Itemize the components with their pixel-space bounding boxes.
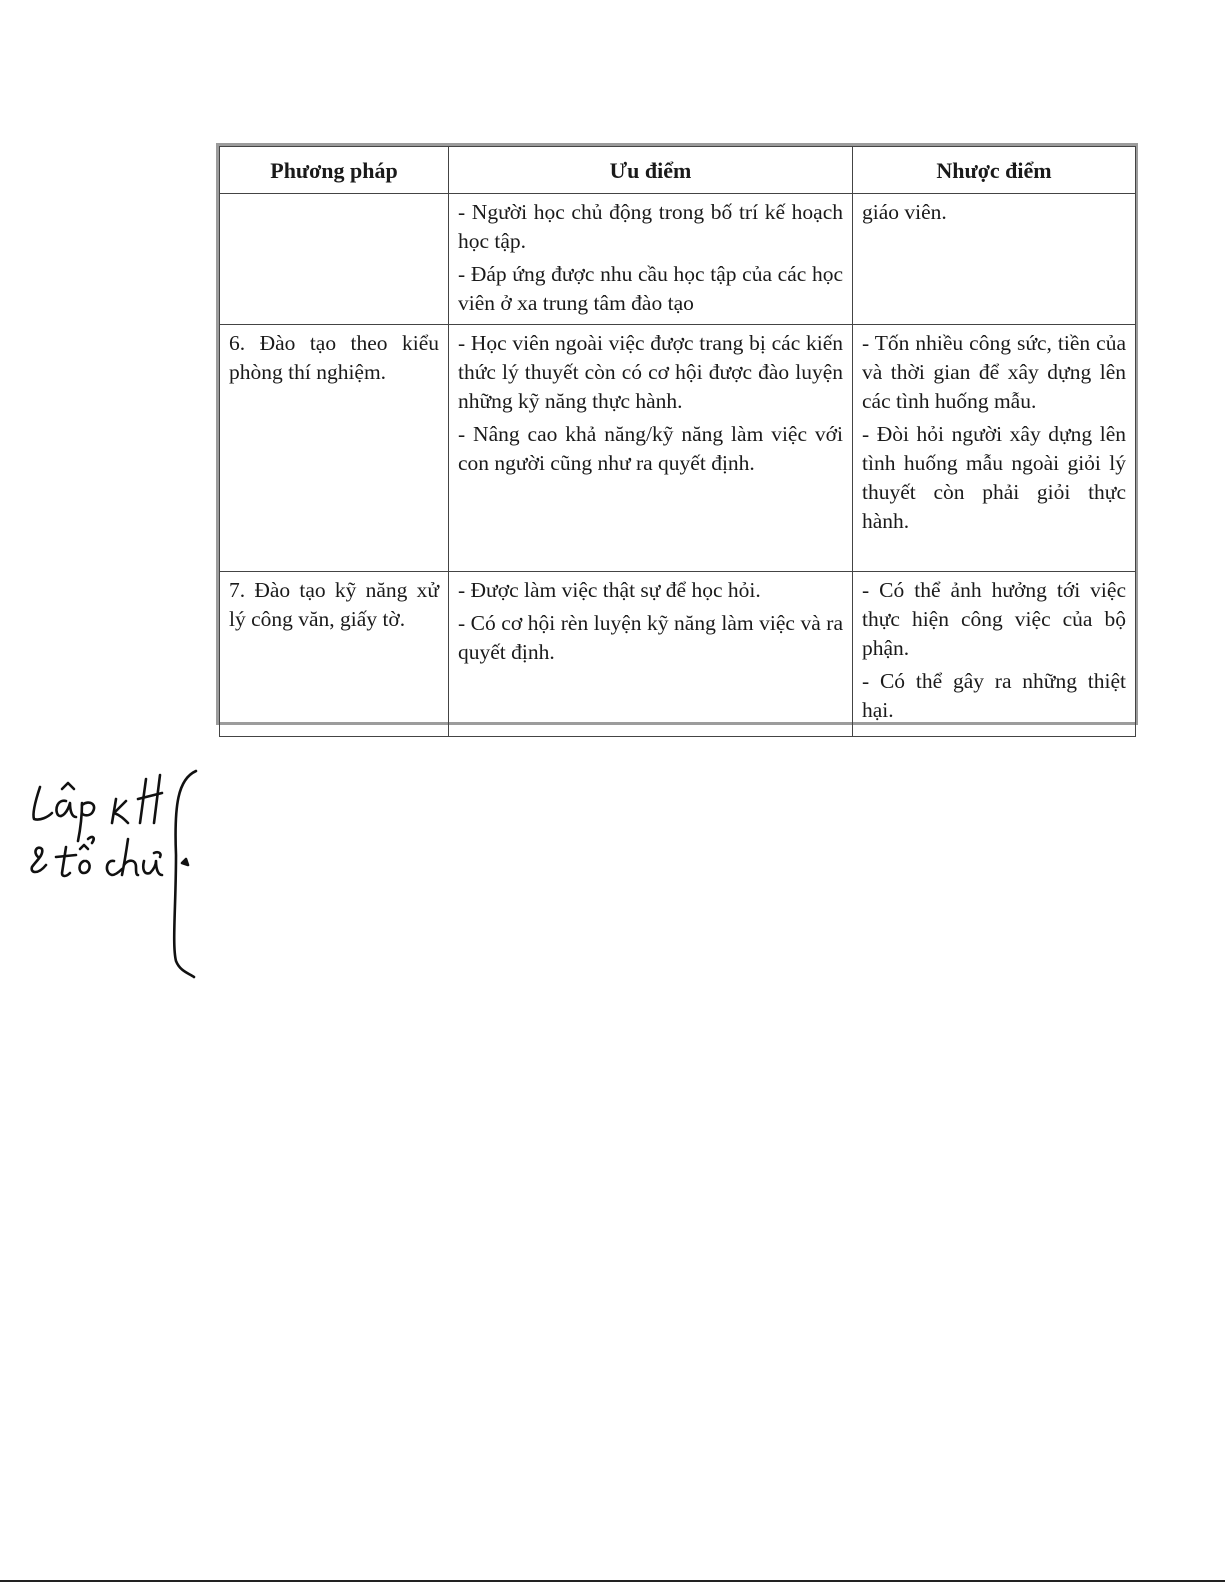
method-cell	[220, 325, 449, 572]
cons-cell	[853, 194, 1136, 325]
method-text: 6. Đào tạo theo kiểu phòng thí nghiệm.	[229, 331, 439, 384]
pros-cell	[449, 194, 853, 325]
header-pros: Ưu điểm	[449, 147, 853, 194]
pros-cell	[449, 325, 853, 572]
table-header-row	[220, 147, 1136, 194]
header-method: Phương pháp	[220, 147, 449, 194]
method-cell	[220, 194, 449, 325]
page-bottom-rule	[0, 1580, 1225, 1582]
table-row	[220, 194, 1136, 325]
handwritten-note	[18, 765, 198, 985]
cons-item: - Có thể gây ra những thiệt hại.	[862, 669, 1126, 722]
pros-item: - Có cơ hội rèn luyện kỹ năng làm việc và ra quyết định.	[458, 611, 843, 664]
method-cell	[220, 572, 449, 737]
pros-item: - Người học chủ động trong bố trí kế hoạch học tập.	[458, 200, 843, 253]
pros-item: - Được làm việc thật sự để học hỏi.	[458, 578, 761, 602]
training-methods-table-frame	[216, 143, 1138, 725]
pros-cell	[449, 572, 853, 737]
method-text: 7. Đào tạo kỹ năng xử lý công văn, giấy tờ.	[229, 578, 439, 631]
cons-cell	[853, 325, 1136, 572]
pros-item: - Học viên ngoài việc được trang bị các kiến thức lý thuyết còn có cơ hội được đào luyện những kỹ năng thực hành.	[458, 331, 843, 413]
table-row	[220, 572, 1136, 737]
cons-item: giáo viên.	[862, 200, 947, 224]
pros-item: - Đáp ứng được nhu cầu học tập của các học viên ở xa trung tâm đào tạo	[458, 262, 843, 315]
cons-item: - Đòi hỏi người xây dựng lên tình huống mẫu ngoài giỏi lý thuyết còn phải giỏi thực hành.	[862, 422, 1126, 533]
training-methods-table	[219, 146, 1136, 737]
table-row	[220, 325, 1136, 572]
cons-item: - Tốn nhiều công sức, tiền của và thời gian để xây dựng lên các tình huống mẫu.	[862, 331, 1126, 413]
cons-item: - Có thể ảnh hưởng tới việc thực hiện công việc của bộ phận.	[862, 578, 1126, 660]
header-cons: Nhược điểm	[853, 147, 1136, 194]
cons-cell	[853, 572, 1136, 737]
pros-item: - Nâng cao khả năng/kỹ năng làm việc với con người cũng như ra quyết định.	[458, 422, 843, 475]
